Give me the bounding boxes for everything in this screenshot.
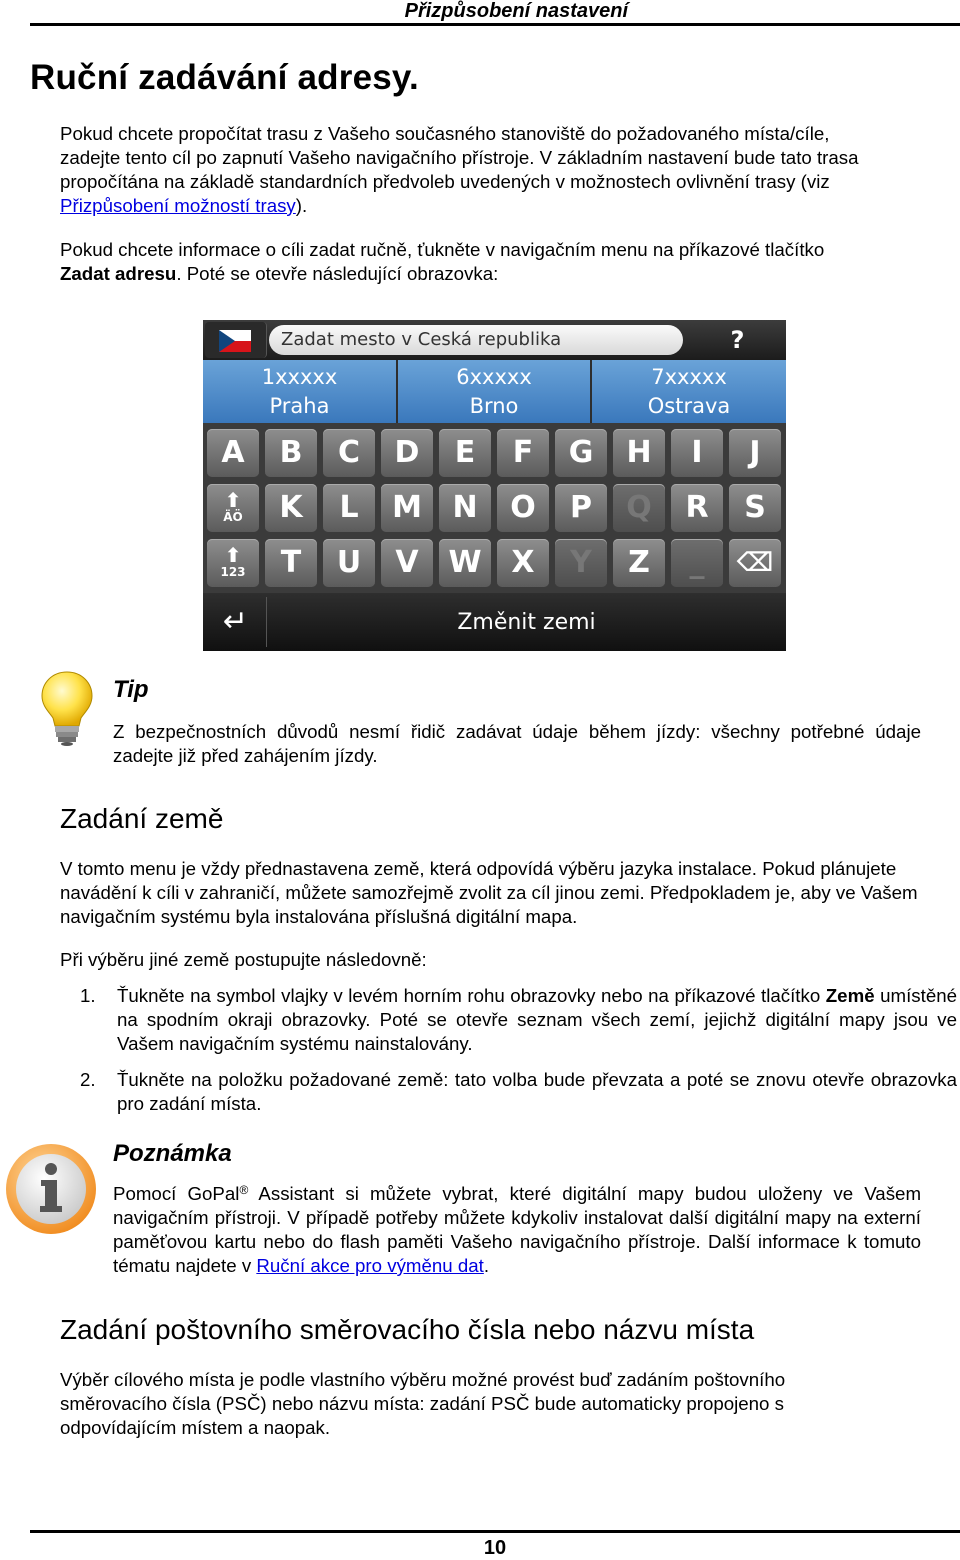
step-number: 1. [80,985,96,1006]
key-a[interactable]: A [207,429,259,477]
info-icon [4,1142,98,1236]
tip-title: Tip [113,676,149,703]
key-i[interactable]: I [671,429,723,477]
intro-end: . Poté se otevře následující obrazovka: [176,263,499,284]
shift-arrow-icon: ⬆ [224,488,242,512]
shift-label: 123 [220,565,246,579]
change-country-button[interactable]: Změnit zemi [457,610,596,635]
on-screen-keyboard [203,423,786,593]
key-u[interactable]: U [323,539,375,587]
note-text-a: Pomocí GoPal [113,1183,240,1204]
help-button[interactable]: ? [730,326,745,354]
recent-city-ostrava[interactable] [592,360,786,423]
recent-city: Ostrava [647,394,731,418]
country-paragraph: V tomto menu je vždy přednastavena země, která odpovídá výběru jazyka instalace. Pokud plánujete navádění k cíli v zahraničí, můžete samozřejmě zvolit za cíl jinou zemi. Předpokladem je, aby ve Vašem navigačním systému byla instalována příslušná digitální mapa. [60,858,918,927]
shift-numbers-key[interactable] [207,539,259,587]
recent-zip: 1xxxxx [261,365,338,389]
registered-mark: ® [239,1183,249,1197]
key-t[interactable]: T [265,539,317,587]
postal-heading: Zadání poštovního směrovacího čísla nebo názvu místa [60,1314,755,1345]
header-rule [30,23,960,26]
note-text-c: . [483,1255,490,1276]
city-search-input[interactable]: Zadat mesto v Ceská republika [269,325,683,355]
enter-address-term: Zadat adresu [60,263,177,284]
running-header: Přizpůsobení nastavení [404,0,628,22]
key-p[interactable]: P [555,484,607,532]
country-flag-button[interactable] [205,322,267,358]
intro-line-last [60,262,950,286]
step-text: Ťukněte na symbol vlajky v levém horním rohu obrazovky nebo na příkazové tlačítko [117,985,826,1006]
recent-zip: 6xxxxx [456,365,532,389]
key-m[interactable]: M [381,484,433,532]
key-s[interactable]: S [729,484,781,532]
key-d[interactable]: D [381,429,433,477]
tip-text: Z bezpečnostních důvodů nesmí řidič zadávat údaje během jízdy: všechny potřebné údaje zadejte již před zahájením jízdy. [113,721,921,766]
space-key-disabled: _ [671,539,723,587]
step-1-text [117,984,957,1056]
intro-paragraph-1 [60,122,950,218]
key-k[interactable]: K [265,484,317,532]
data-exchange-link[interactable]: Ruční akce pro výměnu dat [256,1255,484,1276]
page-title: Ruční zadávání adresy. [30,58,419,97]
intro-line: zadejte tento cíl po zapnutí Vašeho navigačního přístroje. V základním nastavení bude tato trasa [60,147,859,168]
nav-top-bar [203,320,786,360]
backspace-key[interactable]: ⌫ [729,539,781,587]
key-v[interactable]: V [381,539,433,587]
key-b[interactable]: B [265,429,317,477]
lightbulb-icon [40,670,94,746]
step-text: umístěné na spodním okraji obrazovky. Poté se otevře seznam všech zemí, jejichž digitální mapy jsou ve Vašem navigačním systému nainstalovány. [117,985,958,1054]
step-number: 2. [80,1069,96,1090]
page-number: 10 [483,1537,507,1559]
key-f[interactable]: F [497,429,549,477]
recent-city-praha[interactable] [203,360,396,423]
recent-city-brno[interactable] [398,360,590,423]
shift-arrow-icon: ⬆ [224,543,242,567]
recent-city: Brno [469,394,519,418]
recent-city: Praha [269,394,330,418]
note-text [113,1182,921,1278]
country-button-term: Země [825,985,875,1006]
intro-line: Pokud chcete informace o cíli zadat ručně, ťukněte v navigačním menu na příkazové tlačítko [60,239,825,260]
shift-label: ÄÖ [223,510,243,524]
key-x[interactable]: X [497,539,549,587]
note-title: Poznámka [113,1140,232,1167]
shift-umlaut-key[interactable] [207,484,259,532]
key-r[interactable]: R [671,484,723,532]
intro-line: propočítána na základě standardních předvoleb uvedených v možnostech ovlivnění trasy (viz [60,171,830,192]
key-y-disabled: Y [555,539,607,587]
country-heading: Zadání země [60,803,224,834]
intro-end: ). [295,195,308,216]
czech-flag-icon [219,330,251,352]
intro-paragraph-2 [60,238,950,286]
address-entry-screenshot [203,320,786,651]
recent-zip: 7xxxxx [651,365,727,389]
intro-line: Pokud chcete propočítat trasu z Vašeho současného stanoviště do požadovaného místa/cíle, [60,123,830,144]
key-w[interactable]: W [439,539,491,587]
note-text-b: Assistant si můžete vybrat, které digitální mapy budou uloženy ve Vašem navigačním přístroji. V případě potřeby můžete kdykoliv instalovat další digitální mapy na externí paměťovou kartu nebo do flash paměti Vašeho navigačního přístroje. Další informace k tomuto tématu najdete v [113,1183,922,1276]
route-options-link[interactable]: Přizpůsobení možností trasy [60,195,296,216]
country-steps-intro: Při výběru jiné země postupujte následovně: [60,949,427,970]
key-j[interactable]: J [729,429,781,477]
key-h[interactable]: H [613,429,665,477]
step-2-text: Ťukněte na položku požadované země: tato volba bude převzata a poté se znovu otevře obrazovka pro zadání místa. [117,1069,957,1114]
intro-line-last [60,194,950,218]
key-c[interactable]: C [323,429,375,477]
key-o[interactable]: O [497,484,549,532]
key-z[interactable]: Z [613,539,665,587]
key-n[interactable]: N [439,484,491,532]
key-g[interactable]: G [555,429,607,477]
enter-icon[interactable]: ↵ [205,597,267,647]
key-e[interactable]: E [439,429,491,477]
footer-rule [30,1530,960,1533]
postal-paragraph: Výběr cílového místa je podle vlastního výběru možné provést buď zadáním poštovního směrovacího čísla (PSČ) nebo názvu místa: zadání PSČ bude automaticky propojeno s odpovídajícím místem a naopak. [60,1369,786,1438]
nav-bottom-bar [203,593,786,651]
key-q-disabled: Q [613,484,665,532]
key-l[interactable]: L [323,484,375,532]
